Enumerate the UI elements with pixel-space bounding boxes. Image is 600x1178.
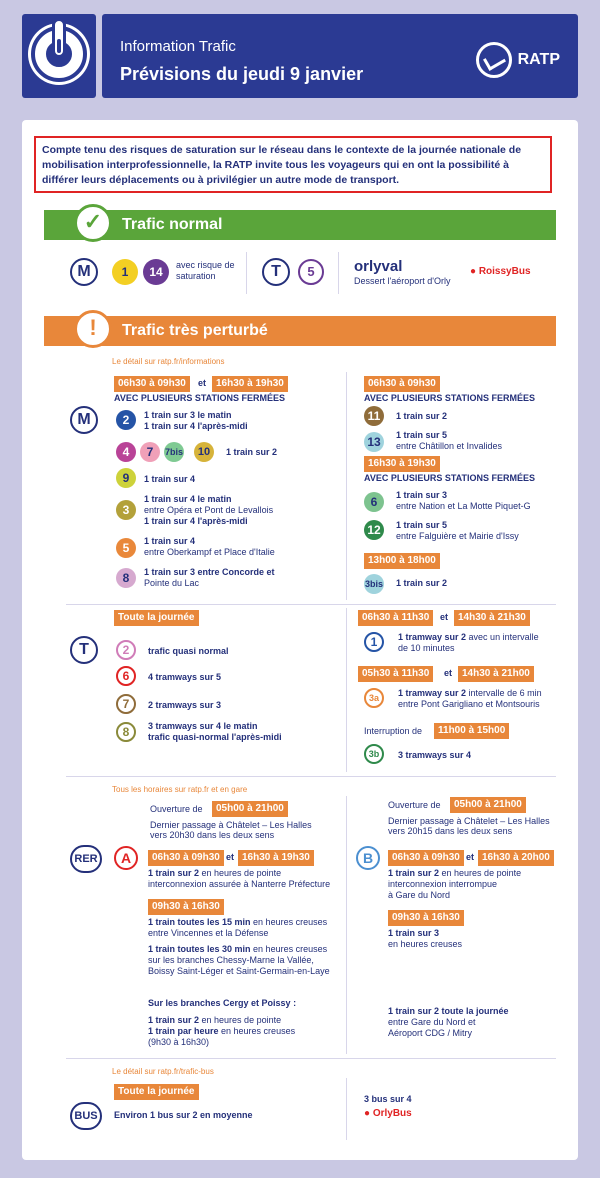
rer-a-text-2: interconnexion assurée à Nanterre Préfecture [148, 879, 331, 889]
section-normal [44, 210, 556, 240]
rer-a-rest-3: en heures creuses [250, 917, 328, 927]
rer-line-a: A [114, 846, 138, 870]
metro-line-6: 6 [364, 492, 384, 512]
line-5-text-b: entre Oberkampf et Place d'Italie [144, 547, 275, 557]
tram-1-strong: 1 tramway sur 2 [398, 632, 467, 642]
rer-a-text-4: entre Vincennes et la Défense [148, 928, 269, 938]
time-tag: 13h00 à 18h00 [364, 553, 440, 569]
metro-line-8: 8 [116, 568, 136, 588]
tram-3a-text-b: entre Pont Garigliano et Montsouris [398, 699, 540, 709]
et-label: et [440, 612, 449, 622]
tram-line-7: 7 [116, 694, 136, 714]
title-box [102, 14, 578, 98]
orlybus-logo: ● OrlyBus [364, 1108, 412, 1119]
orlyval-logo: orlyval [354, 258, 403, 275]
et-label: et [466, 852, 475, 862]
rer-a-last-2: vers 20h30 dans les deux sens [150, 830, 275, 840]
rer-a-text-11: (9h30 à 16h30) [148, 1037, 210, 1047]
tram-1-text-b: de 10 minutes [398, 643, 455, 653]
rer-b-text-5: en heures creuses [388, 939, 463, 949]
time-tag: 06h30 à 09h30 [388, 850, 464, 866]
check-icon: ✓ [74, 204, 112, 242]
ratp-brand: RATP [517, 51, 560, 68]
rer-b-last-2: vers 20h15 dans les deux sens [388, 826, 513, 836]
line-5-text-a: 1 train sur 4 [144, 536, 196, 546]
warning-box: Compte tenu des risques de saturation sur le réseau dans le contexte de la journée nationale de mobilisation interprofessionnelle, la RATP invite tous les voyageurs qui en ont la possibilité à différer leurs déplacements ou à privilégier un autre mode de transport. [34, 136, 552, 193]
line-3-text-b: entre Opéra et Pont de Levallois [144, 505, 274, 515]
tram-icon: T [70, 636, 98, 664]
tram-line-2: 2 [116, 640, 136, 660]
time-tag: 16h30 à 19h30 [364, 456, 440, 472]
time-tag: 16h30 à 19h30 [212, 376, 288, 392]
tram-line-1: 1 [364, 632, 384, 652]
orlybus-label: OrlyBus [372, 1108, 412, 1119]
metro-line-1: 1 [112, 259, 138, 285]
orlyval-sub: Dessert l'aéroport d'Orly [354, 276, 451, 286]
tram-1-text-a [398, 632, 539, 643]
ratp-logo-icon [476, 42, 512, 78]
rer-a-strong-1: 1 train sur 2 [148, 868, 200, 878]
tram-8-text-a: 3 tramways sur 4 le matin [148, 721, 258, 731]
time-tag: 09h30 à 16h30 [388, 910, 464, 926]
lines-4-7-10-text: 1 train sur 2 [226, 447, 278, 457]
opening-label: Ouverture de [150, 804, 203, 814]
rer-line-b: B [356, 846, 380, 870]
line-3-text-a: 1 train sur 4 le matin [144, 494, 232, 504]
et-label: et [198, 378, 207, 388]
metro-line-12: 12 [364, 520, 384, 540]
line-9-text: 1 train sur 4 [144, 474, 196, 484]
tram-3a-rest: intervalle de 6 min [466, 688, 542, 698]
closed-note: AVEC PLUSIEURS STATIONS FERMÉES [364, 393, 536, 403]
metro-line-13: 13 [364, 432, 384, 452]
line-2-text-b: 1 train sur 4 l'après-midi [144, 421, 248, 431]
rer-a-rest-9: en heures de pointe [199, 1015, 282, 1025]
metro-line-7: 7 [140, 442, 160, 462]
bus-detail-link[interactable]: Le détail sur ratp.fr/trafic-bus [112, 1067, 214, 1076]
time-tag: 05h30 à 11h30 [358, 666, 433, 682]
rer-a-rest-5: en heures creuses [250, 944, 328, 954]
roissybus-logo: ● RoissyBus [470, 266, 531, 277]
time-tag: 06h30 à 09h30 [114, 376, 190, 392]
exclamation-icon: ! [74, 310, 112, 348]
time-tag: 06h30 à 09h30 [364, 376, 440, 392]
tram-8-text-b: trafic quasi-normal l'après-midi [148, 732, 282, 742]
rer-a-last-1: Dernier passage à Châtelet – Les Halles [150, 820, 312, 830]
time-tag: 06h30 à 09h30 [148, 850, 224, 866]
metro-detail-link[interactable]: Le détail sur ratp.fr/informations [112, 357, 225, 366]
rer-b-strong-1: 1 train sur 2 [388, 868, 440, 878]
metro-line-5: 5 [116, 538, 136, 558]
time-tag: Toute la journée [114, 610, 199, 626]
warning-icon [22, 14, 96, 98]
metro-icon: M [70, 258, 98, 286]
tram-line-5: 5 [298, 259, 324, 285]
rer-a-strong-10: 1 train par heure [148, 1026, 219, 1036]
rer-a-text-6: sur les branches Chessy-Marne la Vallée, [148, 955, 314, 965]
line-8-text-b: Pointe du Lac [144, 578, 200, 588]
metro-line-4: 4 [116, 442, 136, 462]
line-2-text: 1 train sur 3 le matin [144, 410, 232, 420]
rer-a-text-8: Sur les branches Cergy et Poissy : [148, 998, 297, 1008]
time-tag: 11h00 à 15h00 [434, 723, 509, 739]
et-label: et [226, 852, 235, 862]
rer-a-text-9 [148, 1015, 281, 1026]
orlybus-text: 3 bus sur 4 [364, 1094, 412, 1104]
closed-note: AVEC PLUSIEURS STATIONS FERMÉES [114, 393, 286, 403]
tram-icon: T [262, 258, 290, 286]
metro-line-10: 10 [194, 442, 214, 462]
rer-a-rest-10: en heures creuses [218, 1026, 296, 1036]
time-tag: 14h30 à 21h00 [458, 666, 534, 682]
time-tag: 14h30 à 21h30 [454, 610, 530, 626]
time-tag: 16h30 à 20h00 [478, 850, 554, 866]
tram-3b-text: 3 tramways sur 4 [398, 750, 472, 760]
time-tag: 05h00 à 21h00 [450, 797, 526, 813]
tram-line-8: 8 [116, 722, 136, 742]
rer-a-strong-3: 1 train toutes les 15 min [148, 917, 251, 927]
tram-line-3b: 3b [364, 744, 384, 764]
time-tag: 06h30 à 11h30 [358, 610, 433, 626]
section-normal-title: Trafic normal [122, 216, 223, 233]
rer-a-text-10 [148, 1026, 295, 1037]
page-title: Prévisions du jeudi 9 janvier [120, 64, 364, 84]
roissybus-label: RoissyBus [478, 266, 531, 277]
rer-b-text-3: à Gare du Nord [388, 890, 451, 900]
line-13-text-b: entre Châtillon et Invalides [396, 441, 503, 451]
time-tag: 16h30 à 19h30 [238, 850, 314, 866]
tram-3a-text-a [398, 688, 542, 699]
rer-b-last-1: Dernier passage à Châtelet – Les Halles [388, 816, 550, 826]
tram-3a-strong: 1 tramway sur 2 [398, 688, 467, 698]
saturation-note: avec risque de saturation [176, 260, 235, 281]
rer-b-text-2: interconnexion interrompue [388, 879, 498, 889]
ratp-logo [476, 42, 560, 78]
rer-detail-link[interactable]: Tous les horaires sur ratp.fr et en gare [112, 785, 248, 794]
tram-6-text: 4 tramways sur 5 [148, 672, 222, 682]
time-tag: Toute la journée [114, 1084, 199, 1100]
tram-1-rest: avec un intervalle [466, 632, 539, 642]
line-12-text-b: entre Falguière et Mairie d'Issy [396, 531, 519, 541]
header-subtitle: Information Trafic [120, 38, 236, 55]
header [22, 14, 578, 98]
rer-a-strong-9: 1 train sur 2 [148, 1015, 200, 1025]
time-tag: 05h00 à 21h00 [212, 801, 288, 817]
rer-a-text-5 [148, 944, 327, 955]
interruption-label: Interruption de [364, 726, 423, 736]
tram-line-6: 6 [116, 666, 136, 686]
bus-text: Environ 1 bus sur 2 en moyenne [114, 1110, 253, 1120]
rer-b-text-1 [388, 868, 521, 879]
rer-icon: RER [70, 845, 102, 873]
metro-line-9: 9 [116, 468, 136, 488]
closed-note: AVEC PLUSIEURS STATIONS FERMÉES [364, 473, 536, 483]
line-13-text-a: 1 train sur 5 [396, 430, 448, 440]
opening-label: Ouverture de [388, 800, 441, 810]
rer-a-strong-5: 1 train toutes les 30 min [148, 944, 251, 954]
line-8-text-a: 1 train sur 3 entre Concorde et [144, 567, 275, 577]
metro-icon: M [70, 406, 98, 434]
tram-line-3a: 3a [364, 688, 384, 708]
rer-b-text-6: 1 train sur 2 toute la journée [388, 1006, 509, 1016]
rer-b-text-4: 1 train sur 3 [388, 928, 440, 938]
line-12-text-a: 1 train sur 5 [396, 520, 448, 530]
rer-a-text-1 [148, 868, 281, 879]
rer-b-rest-1: en heures de pointe [439, 868, 522, 878]
metro-line-3: 3 [116, 500, 136, 520]
line-6-text-a: 1 train sur 3 [396, 490, 448, 500]
line-3-text-c: 1 train sur 4 l'après-midi [144, 516, 248, 526]
time-tag: 09h30 à 16h30 [148, 899, 224, 915]
metro-line-7bis: 7bis [164, 442, 184, 462]
rer-a-text-3 [148, 917, 327, 928]
tram-2-text: trafic quasi normal [148, 646, 229, 656]
section-perturbe-title: Trafic très perturbé [122, 322, 268, 339]
metro-line-11: 11 [364, 406, 384, 426]
line-11-text: 1 train sur 2 [396, 411, 448, 421]
metro-line-3bis: 3bis [364, 574, 384, 594]
section-perturbe [44, 316, 556, 346]
rer-a-text-7: Boissy Saint-Léger et Saint-Germain-en-Laye [148, 966, 330, 976]
metro-line-14: 14 [143, 259, 169, 285]
metro-line-2: 2 [116, 410, 136, 430]
line-6-text-b: entre Nation et La Motte Piquet-G [396, 501, 531, 511]
rer-a-rest-1: en heures de pointe [199, 868, 282, 878]
tram-7-text: 2 tramways sur 3 [148, 700, 222, 710]
line-3bis-text: 1 train sur 2 [396, 578, 448, 588]
et-label: et [444, 668, 453, 678]
bus-icon: BUS [70, 1102, 102, 1130]
rer-b-text-8: Aéroport CDG / Mitry [388, 1028, 473, 1038]
rer-b-text-7: entre Gare du Nord et [388, 1017, 476, 1027]
